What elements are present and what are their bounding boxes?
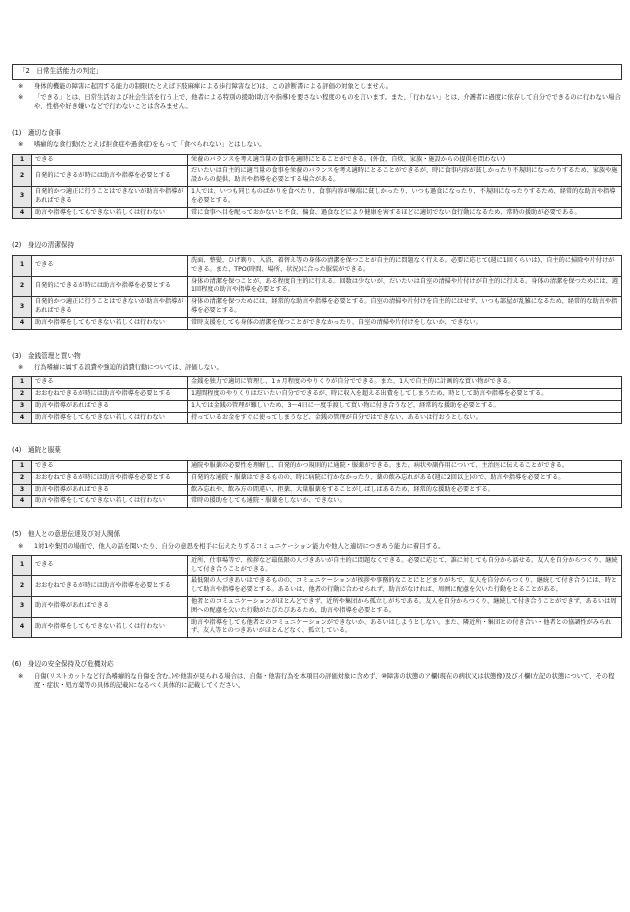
- rating-level: おおむねできるが時には助言や指導を必要とする: [32, 388, 188, 400]
- rating-description: 常時の援助をしても通院・服薬をしないか、できない。: [188, 496, 622, 508]
- rating-level: おおむねできるが時には助言や指導を必要とする: [32, 576, 188, 597]
- rating-level: できる: [32, 154, 188, 166]
- rating-level: 自発的かつ適正に行うことはできないが助言や指導があればできる: [32, 297, 188, 318]
- rating-number: 1: [13, 255, 32, 276]
- rating-description: 身体の清潔を保つことが、ある程度自主的に行える。回数は少ないが、だいたいは自室の清掃や片付けが自主的に行える。身体の清潔を保つためには、週1回程度の助言や指導を必要とする。: [188, 276, 622, 297]
- rating-description: 持っているお金をすぐに使ってしまうなど、金銭の管理が自分ではできない、あるいは行おうとしない。: [188, 412, 622, 424]
- item-heading: (5) 他人との意思伝達及び対人関係: [12, 530, 121, 539]
- item-note: [12, 542, 622, 551]
- rating-number: 4: [13, 317, 32, 329]
- section-title: 「2 日常生活能力の判定」: [12, 64, 622, 80]
- note-text: 身体的機能の障害に起因する能力の制限(たとえば下肢麻痺による歩行障害など)は、この診断書による評価の対象としません。: [34, 82, 392, 90]
- rating-level: 助言や指導をしてもできない若しくは行わない: [32, 617, 188, 638]
- note-mark: ※: [18, 364, 24, 372]
- rating-level: 助言や指導があればできる: [32, 400, 188, 412]
- rating-level: できる: [32, 255, 188, 276]
- rating-number: 2: [13, 276, 32, 297]
- rating-number: 3: [13, 596, 32, 617]
- rating-description: 常に食事へ目を配っておかないと不食、偏食、過食などにより健康を害するほどに適切でない食行動になるため、常時の援助が必要である。: [188, 207, 622, 219]
- table-row: [13, 496, 622, 508]
- table-row: [13, 377, 622, 389]
- note-mark: ※: [18, 93, 24, 101]
- item-heading: (2) 身辺の清潔保持: [12, 241, 75, 250]
- table-row: [13, 276, 622, 297]
- table-row: [13, 460, 622, 472]
- rating-number: 3: [13, 400, 32, 412]
- table-row: [13, 472, 622, 484]
- table-row: [13, 388, 622, 400]
- rating-table: [12, 255, 622, 330]
- rating-level: 助言や指導があればできる: [32, 484, 188, 496]
- rating-level: 自発的かつ適正に行うことはできないが助言や指導があればできる: [32, 186, 188, 207]
- table-row: [13, 576, 622, 597]
- note-mark: ※: [18, 82, 24, 90]
- item-note: [12, 140, 622, 149]
- rating-description: 助言や指導をしても他者とのコミュニケーションができないか、あるいはしようとしない。また、隣近所・集団との付き合い・他者との協調性がみられず、友人等とのつきあいがほとんどなく、孤立している。: [188, 617, 622, 638]
- rating-number: 2: [13, 576, 32, 597]
- rating-number: 3: [13, 186, 32, 207]
- section-note: [12, 93, 622, 111]
- rating-number: 2: [13, 472, 32, 484]
- rating-description: 飲み忘れや、飲み方の間違い、拒薬、大量服薬をすることがしばしばあるため、経常的な援助を必要とする。: [188, 484, 622, 496]
- note-text: 嗜癖的な食行動(たとえば拒食症や過食症)をもって「食べられない」とはしない。: [34, 141, 266, 149]
- rating-number: 3: [13, 484, 32, 496]
- rating-number: 1: [13, 555, 32, 576]
- rating-description: 近所、仕事場等で、挨拶など最低限の人づきあいが自主的に問題なくできる。必要に応じて、誰に対しても自分から話せる。友人を自分からつくり、継続して付き合うことができる。: [188, 555, 622, 576]
- rating-number: 3: [13, 297, 32, 318]
- table-row: [13, 484, 622, 496]
- item-heading: (4) 通院と服薬: [12, 446, 61, 455]
- rating-number: 1: [13, 154, 32, 166]
- table-row: [13, 207, 622, 219]
- rating-description: 身体の清潔を保つためには、経常的な助言や指導を必要とする。自室の清掃や片付けを自主的にはせず、いつも部屋が乱雑になるため、経常的な助言や指導を必要とする。: [188, 297, 622, 318]
- table-row: [13, 186, 622, 207]
- note-mark: ※: [18, 141, 24, 149]
- note-text: 行為嗜癖に属する浪費や強迫的消費行動については、評価しない。: [34, 364, 223, 372]
- rating-level: 助言や指導をしてもできない若しくは行わない: [32, 317, 188, 329]
- rating-table: [12, 376, 622, 424]
- note-text: 1対1や集団の場面で、他人の話を聞いたり、自分の意思を相手に伝えたりするコミュニケーション能力や他人と適切につきあう能力に着目する。: [34, 542, 445, 550]
- item-heading: (1) 適切な食事: [12, 128, 61, 137]
- rating-table: [12, 154, 622, 220]
- rating-description: 最低限の人づきあいはできるものの、コミュニケーションが挨拶や事務的なことにとどまりがちで、友人を自分からつくり、継続して付き合うには、時として助言や指導を必要とする。あるいは、他者の行動に合わせられず、助言がなければ、周囲に配慮を欠いた行動をとることがある。: [188, 576, 622, 597]
- rating-number: 2: [13, 388, 32, 400]
- rating-number: 4: [13, 412, 32, 424]
- table-row: [13, 297, 622, 318]
- rating-level: できる: [32, 460, 188, 472]
- note-mark: ※: [18, 672, 24, 680]
- item-note: [12, 363, 622, 372]
- rating-description: 洗面、整髪、ひげ剃り、入浴、着替え等の身体の清潔を保つことが自主的に問題なく行える。必要に応じて(週に1回くらいは)、自主的に掃除や片付けができる。また、TPO(時間、場所、状況)に合った服装ができる。: [188, 255, 622, 276]
- table-row: [13, 400, 622, 412]
- table-row: [13, 166, 622, 187]
- item-heading: (6) 身辺の安全保持及び危機対応: [12, 660, 114, 669]
- rating-description: 1週間程度のやりくりはだいたい自分でできるが、時に収入を超える出費をしてしまうため、時として助言や指導を必要とする。: [188, 388, 622, 400]
- rating-description: 他者とのコミュニケーションがほとんどできず、近所や集団から孤立しがちである。友人を自分からつくり、継続して付き合うことができず、あるいは周囲への配慮を欠いた行動がたびたびあるため、助言や指導を必要とする。: [188, 596, 622, 617]
- rating-level: 自発的にできるが時には助言や指導を必要とする: [32, 166, 188, 187]
- rating-description: 常時支援をしても身体の清潔を保つことができなかったり、自室の清掃や片付けをしないか、できない。: [188, 317, 622, 329]
- rating-number: 1: [13, 460, 32, 472]
- section-note: [12, 82, 622, 91]
- note-text: 「できる」とは、日常生活および社会生活を行う上で、他者による特別の援助(助言や指導)を要さない程度のものを言います。また、「行わない」とは、介護者に過度に依存して自分でできるのに行わない場合や、性格や好き嫌いなどで行わないことは含みません。: [34, 93, 621, 110]
- table-row: [13, 255, 622, 276]
- rating-description: 金銭を独力で適切に管理し、1ヵ月程度のやりくりが自分でできる。また、1人で自主的に計画的な買い物ができる。: [188, 377, 622, 389]
- rating-number: 1: [13, 377, 32, 389]
- rating-description: 通院や服薬の必要性を理解し、自発的かつ規則的に通院・服薬ができる。また、病状や副作用について、主治医に伝えることができる。: [188, 460, 622, 472]
- rating-description: だいたいは自主的に適当量の食事を栄養のバランスを考え適時にとることができるが、時に食事内容が貧しかったり不規則になったりするため、家族や施設からの提供、助言や指導を必要とする場合がある。: [188, 166, 622, 187]
- rating-level: 助言や指導があればできる: [32, 596, 188, 617]
- rating-level: 助言や指導をしてもできない若しくは行わない: [32, 207, 188, 219]
- rating-description: 自発的な通院・服薬はできるものの、時に病院に行かなかったり、薬の飲み忘れがある(週に2回以上)ので、助言や指導を必要とする。: [188, 472, 622, 484]
- rating-level: おおむねできるが時には助言や指導を必要とする: [32, 472, 188, 484]
- rating-description: 1人では金銭の管理が難しいため、3〜4日に一度手渡して買い物に付き合うなど、経常的な援助を必要とする。: [188, 400, 622, 412]
- table-row: [13, 412, 622, 424]
- rating-number: 4: [13, 617, 32, 638]
- table-row: [13, 555, 622, 576]
- table-row: [13, 154, 622, 166]
- rating-number: 2: [13, 166, 32, 187]
- item-heading: (3) 金銭管理と買い物: [12, 351, 81, 360]
- rating-level: 自発的にできるが時には助言や指導を必要とする: [32, 276, 188, 297]
- rating-level: できる: [32, 377, 188, 389]
- rating-table: [12, 460, 622, 508]
- rating-number: 4: [13, 496, 32, 508]
- table-row: [13, 317, 622, 329]
- item-note: [12, 672, 622, 690]
- note-mark: ※: [18, 542, 24, 550]
- rating-table: [12, 555, 622, 638]
- rating-number: 4: [13, 207, 32, 219]
- rating-level: 助言や指導をしてもできない若しくは行わない: [32, 496, 188, 508]
- document-page: [12, 64, 622, 690]
- note-text: 自傷(リストカットなど行為嗜癖的な自傷を含む。)や他害が見られる場合は、自傷・他害行為を本項目の評価対象に含めず、⑩障害の状態のア欄(現在の病状又は状態像)及びイ欄(左記の状態について、その程度・症状・処方薬等の具体的記載)になるべく具体的に記載してください。: [34, 672, 615, 689]
- rating-level: できる: [32, 555, 188, 576]
- rating-level: 助言や指導をしてもできない若しくは行わない: [32, 412, 188, 424]
- table-row: [13, 596, 622, 617]
- table-row: [13, 617, 622, 638]
- rating-description: 栄養のバランスを考え適当量の食事を適時にとることができる。(外食、自炊、家族・施設からの提供を問わない): [188, 154, 622, 166]
- rating-description: 1人では、いつも同じものばかりを食べたり、食事内容が極端に貧しかったり、いつも過食になったり、不規則になったりするため、経常的な助言や指導を必要とする。: [188, 186, 622, 207]
